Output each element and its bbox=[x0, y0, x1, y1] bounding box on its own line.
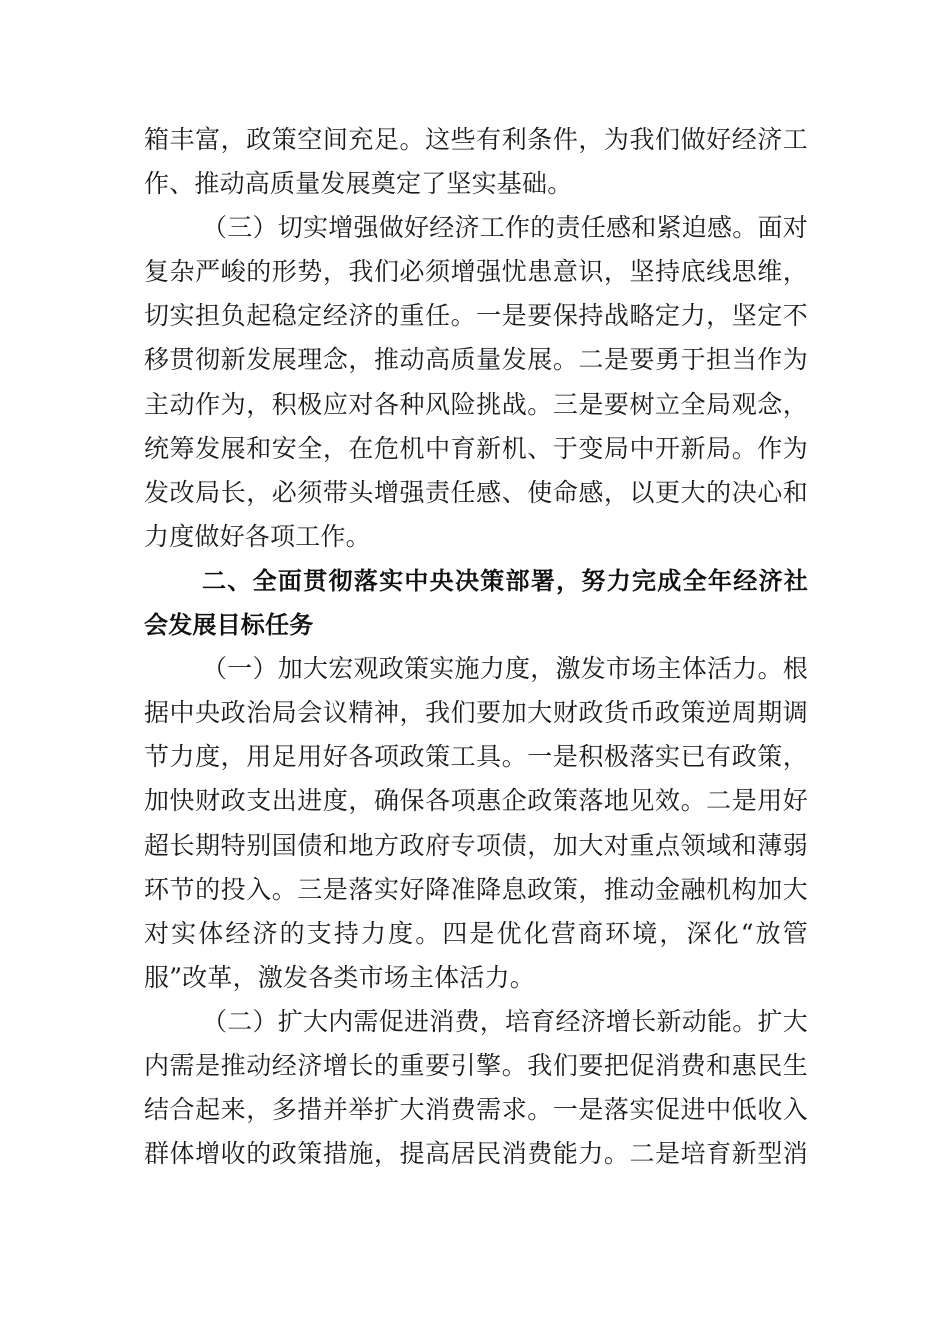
paragraph-line: 复杂严峻的形势，我们必须增强忧患意识，坚持底线思维， bbox=[144, 257, 808, 287]
paragraph-line: 据中央政治局会议精神，我们要加大财政货币政策逆周期调 bbox=[144, 698, 808, 728]
section-heading-line: 会发展目标任务 bbox=[144, 611, 314, 640]
paragraph-line: 环节的投入。三是落实好降准降息政策，推动金融机构加大 bbox=[144, 874, 808, 904]
paragraph-line: 群体增收的政策措施，提高居民消费能力。二是培育新型消 bbox=[144, 1139, 808, 1169]
paragraph-line: （一）加大宏观政策实施力度，激发市场主体活力。根 bbox=[202, 654, 808, 684]
paragraph-line: 服”改革，激发各类市场主体活力。 bbox=[144, 962, 535, 992]
paragraph-line: 统筹发展和安全，在危机中育新机、于变局中开新局。作为 bbox=[144, 433, 808, 463]
section-heading-line: 二、全面贯彻落实中央决策部署，努力完成全年经济社 bbox=[202, 566, 808, 595]
paragraph-line: （三）切实增强做好经济工作的责任感和紧迫感。面对 bbox=[202, 213, 808, 243]
paragraph-line: 内需是推动经济增长的重要引擎。我们要把促消费和惠民生 bbox=[144, 1050, 808, 1080]
paragraph-line: 作、推动高质量发展奠定了坚实基础。 bbox=[144, 169, 573, 199]
document-body bbox=[144, 118, 808, 1176]
paragraph-line: 发改局长，必须带头增强责任感、使命感，以更大的决心和 bbox=[144, 477, 808, 507]
paragraph-line: 切实担负起稳定经济的重任。一是要保持战略定力，坚定不 bbox=[144, 301, 808, 331]
paragraph-line: 箱丰富，政策空间充足。这些有利条件，为我们做好经济工 bbox=[144, 125, 808, 154]
paragraph-line: 结合起来，多措并举扩大消费需求。一是落实促进中低收入 bbox=[144, 1095, 808, 1125]
paragraph-line: 力度做好各项工作。 bbox=[144, 521, 371, 551]
paragraph-line: 对实体经济的支持力度。四是优化营商环境，深化“放管 bbox=[144, 918, 808, 948]
paragraph-line: 主动作为，积极应对各种风险挑战。三是要树立全局观念， bbox=[144, 389, 808, 419]
paragraph-line: 移贯彻新发展理念，推动高质量发展。二是要勇于担当作为 bbox=[144, 345, 808, 375]
paragraph-line: 加快财政支出进度，确保各项惠企政策落地见效。二是用好 bbox=[144, 786, 808, 816]
paragraph-line: 超长期特别国债和地方政府专项债，加大对重点领域和薄弱 bbox=[144, 830, 808, 860]
paragraph-line: （二）扩大内需促进消费，培育经济增长新动能。扩大 bbox=[202, 1006, 808, 1036]
paragraph-line: 节力度，用足用好各项政策工具。一是积极落实已有政策， bbox=[144, 742, 808, 772]
